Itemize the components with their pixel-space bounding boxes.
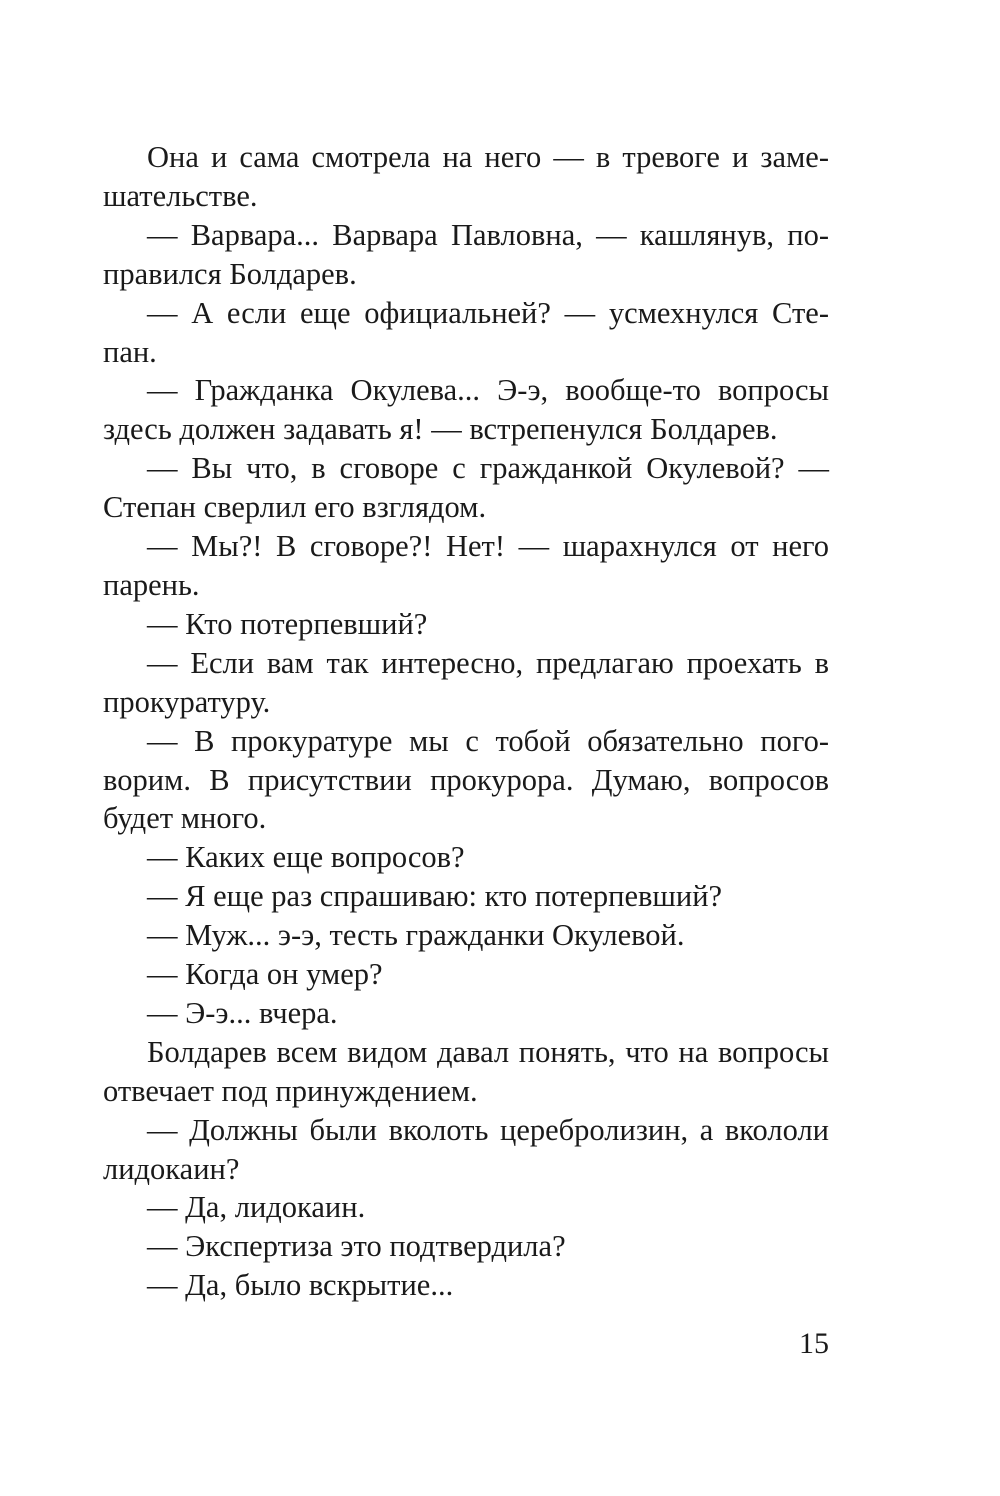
paragraph: — Да, лидокаин. <box>147 1190 366 1225</box>
paragraph: — Должны были вколоть церебролизин, а вкололи лидокаин? <box>103 1112 829 1186</box>
paragraph: Болдарев всем видом давал понять, что на вопросы отвечает под принуждением. <box>103 1034 829 1108</box>
paragraph: — Каких еще вопросов? <box>147 840 465 875</box>
paragraph: — Когда он умер? <box>147 957 383 992</box>
paragraph: — Экспертиза это подтвердила? <box>147 1229 566 1264</box>
paragraph: — Если вам так интересно, предлагаю проехать в прокуратуру. <box>103 645 829 719</box>
paragraph: — Да, было вскрытие... <box>147 1268 454 1303</box>
paragraph: — В прокуратуре мы с тобой обязательно поговорим. В присутствии прокурора. Думаю, вопросов будет много. <box>103 723 829 836</box>
paragraph: — Муж... э-э, тесть гражданки Окулевой. <box>147 918 685 953</box>
page-number: 15 <box>799 1327 829 1360</box>
paragraph: — Вы что, в сговоре с гражданкой Окулевой? — Степан сверлил его взглядом. <box>103 451 829 525</box>
paragraph: — Кто потерпевший? <box>147 606 428 641</box>
paragraph: — Гражданка Окулева... Э-э, вообще-то вопросы здесь должен задавать я! — встрепенулся Болдарев. <box>103 373 829 447</box>
paragraph: — А если еще официальней? — усмехнулся Степан. <box>103 295 829 369</box>
paragraph: — Э-э... вчера. <box>147 995 338 1030</box>
body-text <box>103 138 829 1305</box>
paragraph: — Варвара... Варвара Павловна, — кашлянув, поправился Болдарев. <box>103 217 829 291</box>
paragraph: Она и сама смотрела на него — в тревоге и замешательстве. <box>103 140 829 213</box>
paragraph: — Мы?! В сговоре?! Нет! — шарахнулся от него парень. <box>103 529 829 602</box>
paragraph: — Я еще раз спрашиваю: кто потерпевший? <box>147 879 723 914</box>
